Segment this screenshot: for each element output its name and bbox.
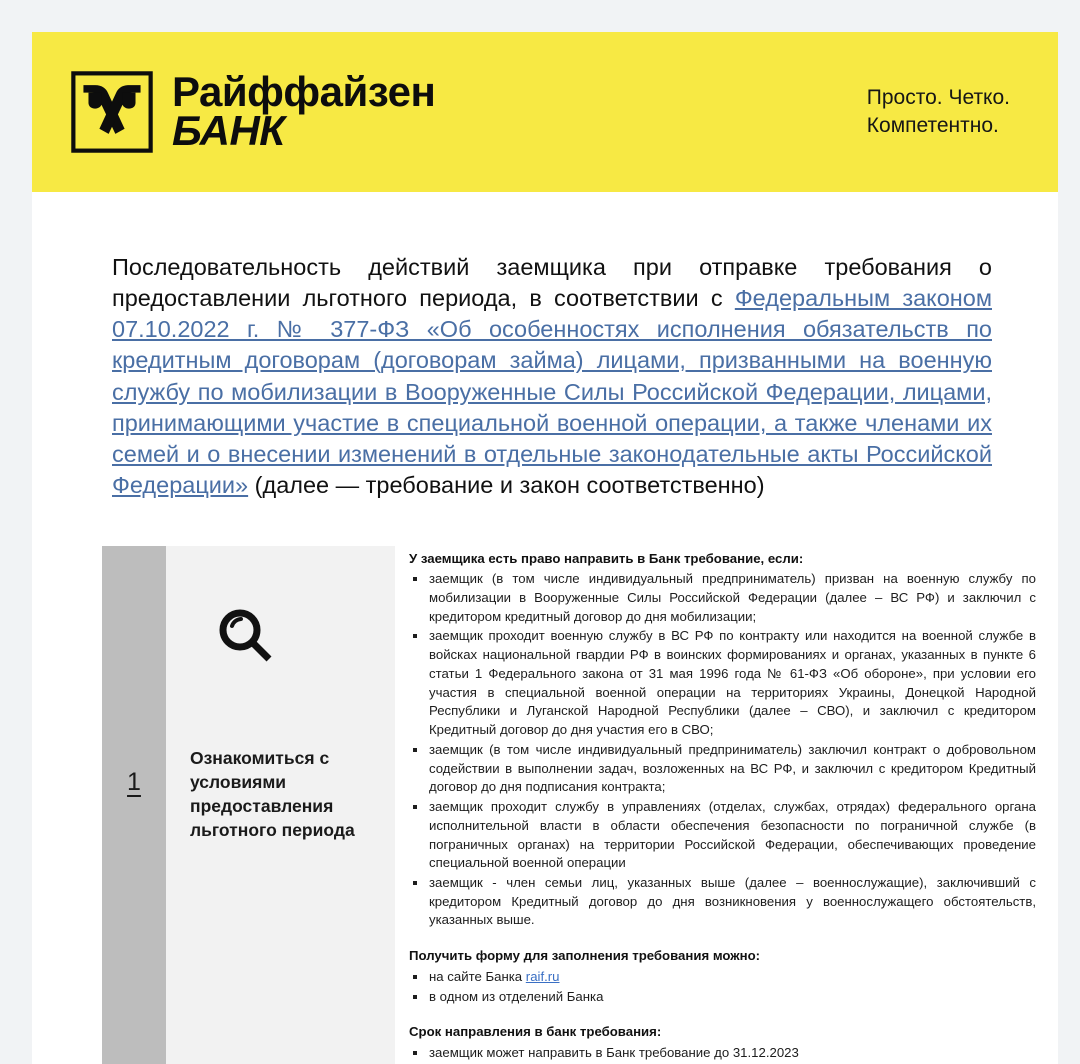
brand-name-line2: БАНК bbox=[172, 107, 285, 154]
rights-list bbox=[409, 570, 1036, 930]
step-number: 1 bbox=[127, 767, 141, 796]
step-number-rail bbox=[102, 546, 166, 1064]
brand-lockup bbox=[70, 70, 435, 154]
raif-ru-link[interactable]: raif.ru bbox=[525, 968, 560, 984]
intro-paragraph bbox=[32, 216, 1058, 512]
brand-header-band bbox=[32, 32, 1058, 192]
step-row bbox=[102, 546, 1058, 1064]
list-item: заемщик (в том числе индивидуальный предприниматель) призван на военную службу по мобилизации в Вооруженные Силы Российской Федерации (далее – ВС РФ) и заключил с кредитором кредитный договор до дня мобилизации; bbox=[409, 570, 1036, 626]
brand-name-line1: Райффайзен bbox=[172, 68, 436, 116]
list-item: заемщик может направить в Банк требование до 31.12.2023 bbox=[409, 1044, 1036, 1063]
list-item bbox=[409, 968, 1036, 987]
step-title: Ознакомиться с условиями предоставления льготного периода bbox=[190, 747, 355, 840]
list-item: заемщик - член семьи лиц, указанных выше (далее – военнослужащие), заключивший с кредитором Кредитный договор до дня возникновения у военнослужащего обстоятельств, указанных выше. bbox=[409, 874, 1036, 930]
deadline-list bbox=[409, 1044, 1036, 1063]
deadline-heading: Срок направления в банк требования: bbox=[409, 1024, 662, 1040]
tagline-line-1: Просто. Четко. bbox=[866, 86, 1010, 110]
brand-wordmark bbox=[172, 68, 436, 154]
magnifier-icon bbox=[214, 655, 278, 672]
intro-tail-text: (далее — требование и закон соответственно) bbox=[248, 472, 765, 499]
form-heading: Получить форму для заполнения требования можно: bbox=[409, 948, 761, 964]
step-card-body bbox=[166, 546, 395, 1064]
list-item: заемщик проходит службу в управлениях (отделах, службах, отрядах) федерального органа исполнительной власти в области обеспечения безопасности по пограничной службе (в пограничных органах) на территории Российской Федерации, обеспечивающих проведение специальной военной операции bbox=[409, 798, 1036, 873]
brand-tagline bbox=[867, 84, 1028, 139]
list-item: заемщик проходит военную службу в ВС РФ по контракту или находится на военной службе в войсках национальной гвардии РФ в воинских формированиях и органах, указанных в пункте 6 статьи 1 Федерального закона от 31 мая 1996 года № 61-ФЗ «Об обороне», при условии его участия в специальной военной операции на территориях Украины, Донецкой Народной Республики и Луганской Народной Республики (далее – СВО), и заключил с кредитором Кредитный договор до дня участия его в СВО; bbox=[409, 627, 1036, 739]
step-card-1 bbox=[102, 546, 395, 1064]
form-option-website-label: на сайте Банка bbox=[429, 968, 526, 984]
form-options-list bbox=[409, 968, 1036, 1006]
federal-law-link[interactable]: Федеральным законом 07.10.2022 г. № 377-ФЗ «Об особенностях исполнения обязательств по кредитным договорам (договорам займа) лицами, призванными на военную службу по мобилизации в Вооруженные Силы Российской Федерации, лицами, принимающими участие в специальной военной операции, а также членами их семей и о внесении изменений в отдельные законодательные акты Российской Федерации» bbox=[112, 284, 992, 499]
list-item: заемщик (в том числе индивидуальный предприниматель) заключил контракт о добровольном содействии в выполнении задач, возложенных на ВС РФ, и заключил с кредитором Кредитный договор до дня подписания контракта; bbox=[409, 741, 1036, 797]
step-detail-column bbox=[395, 546, 1058, 1064]
document-page bbox=[32, 32, 1058, 1064]
rights-heading: У заемщика есть право направить в Банк требование, если: bbox=[409, 550, 804, 566]
intro-lead-text: Последовательность действий заемщика при отправке требования о предоставлении льготного периода, в соответствии с bbox=[112, 253, 992, 311]
list-item: в одном из отделений Банка bbox=[409, 988, 1036, 1007]
raiffeisen-gables-icon bbox=[70, 70, 154, 154]
tagline-line-2: Компетентно. bbox=[866, 114, 999, 137]
